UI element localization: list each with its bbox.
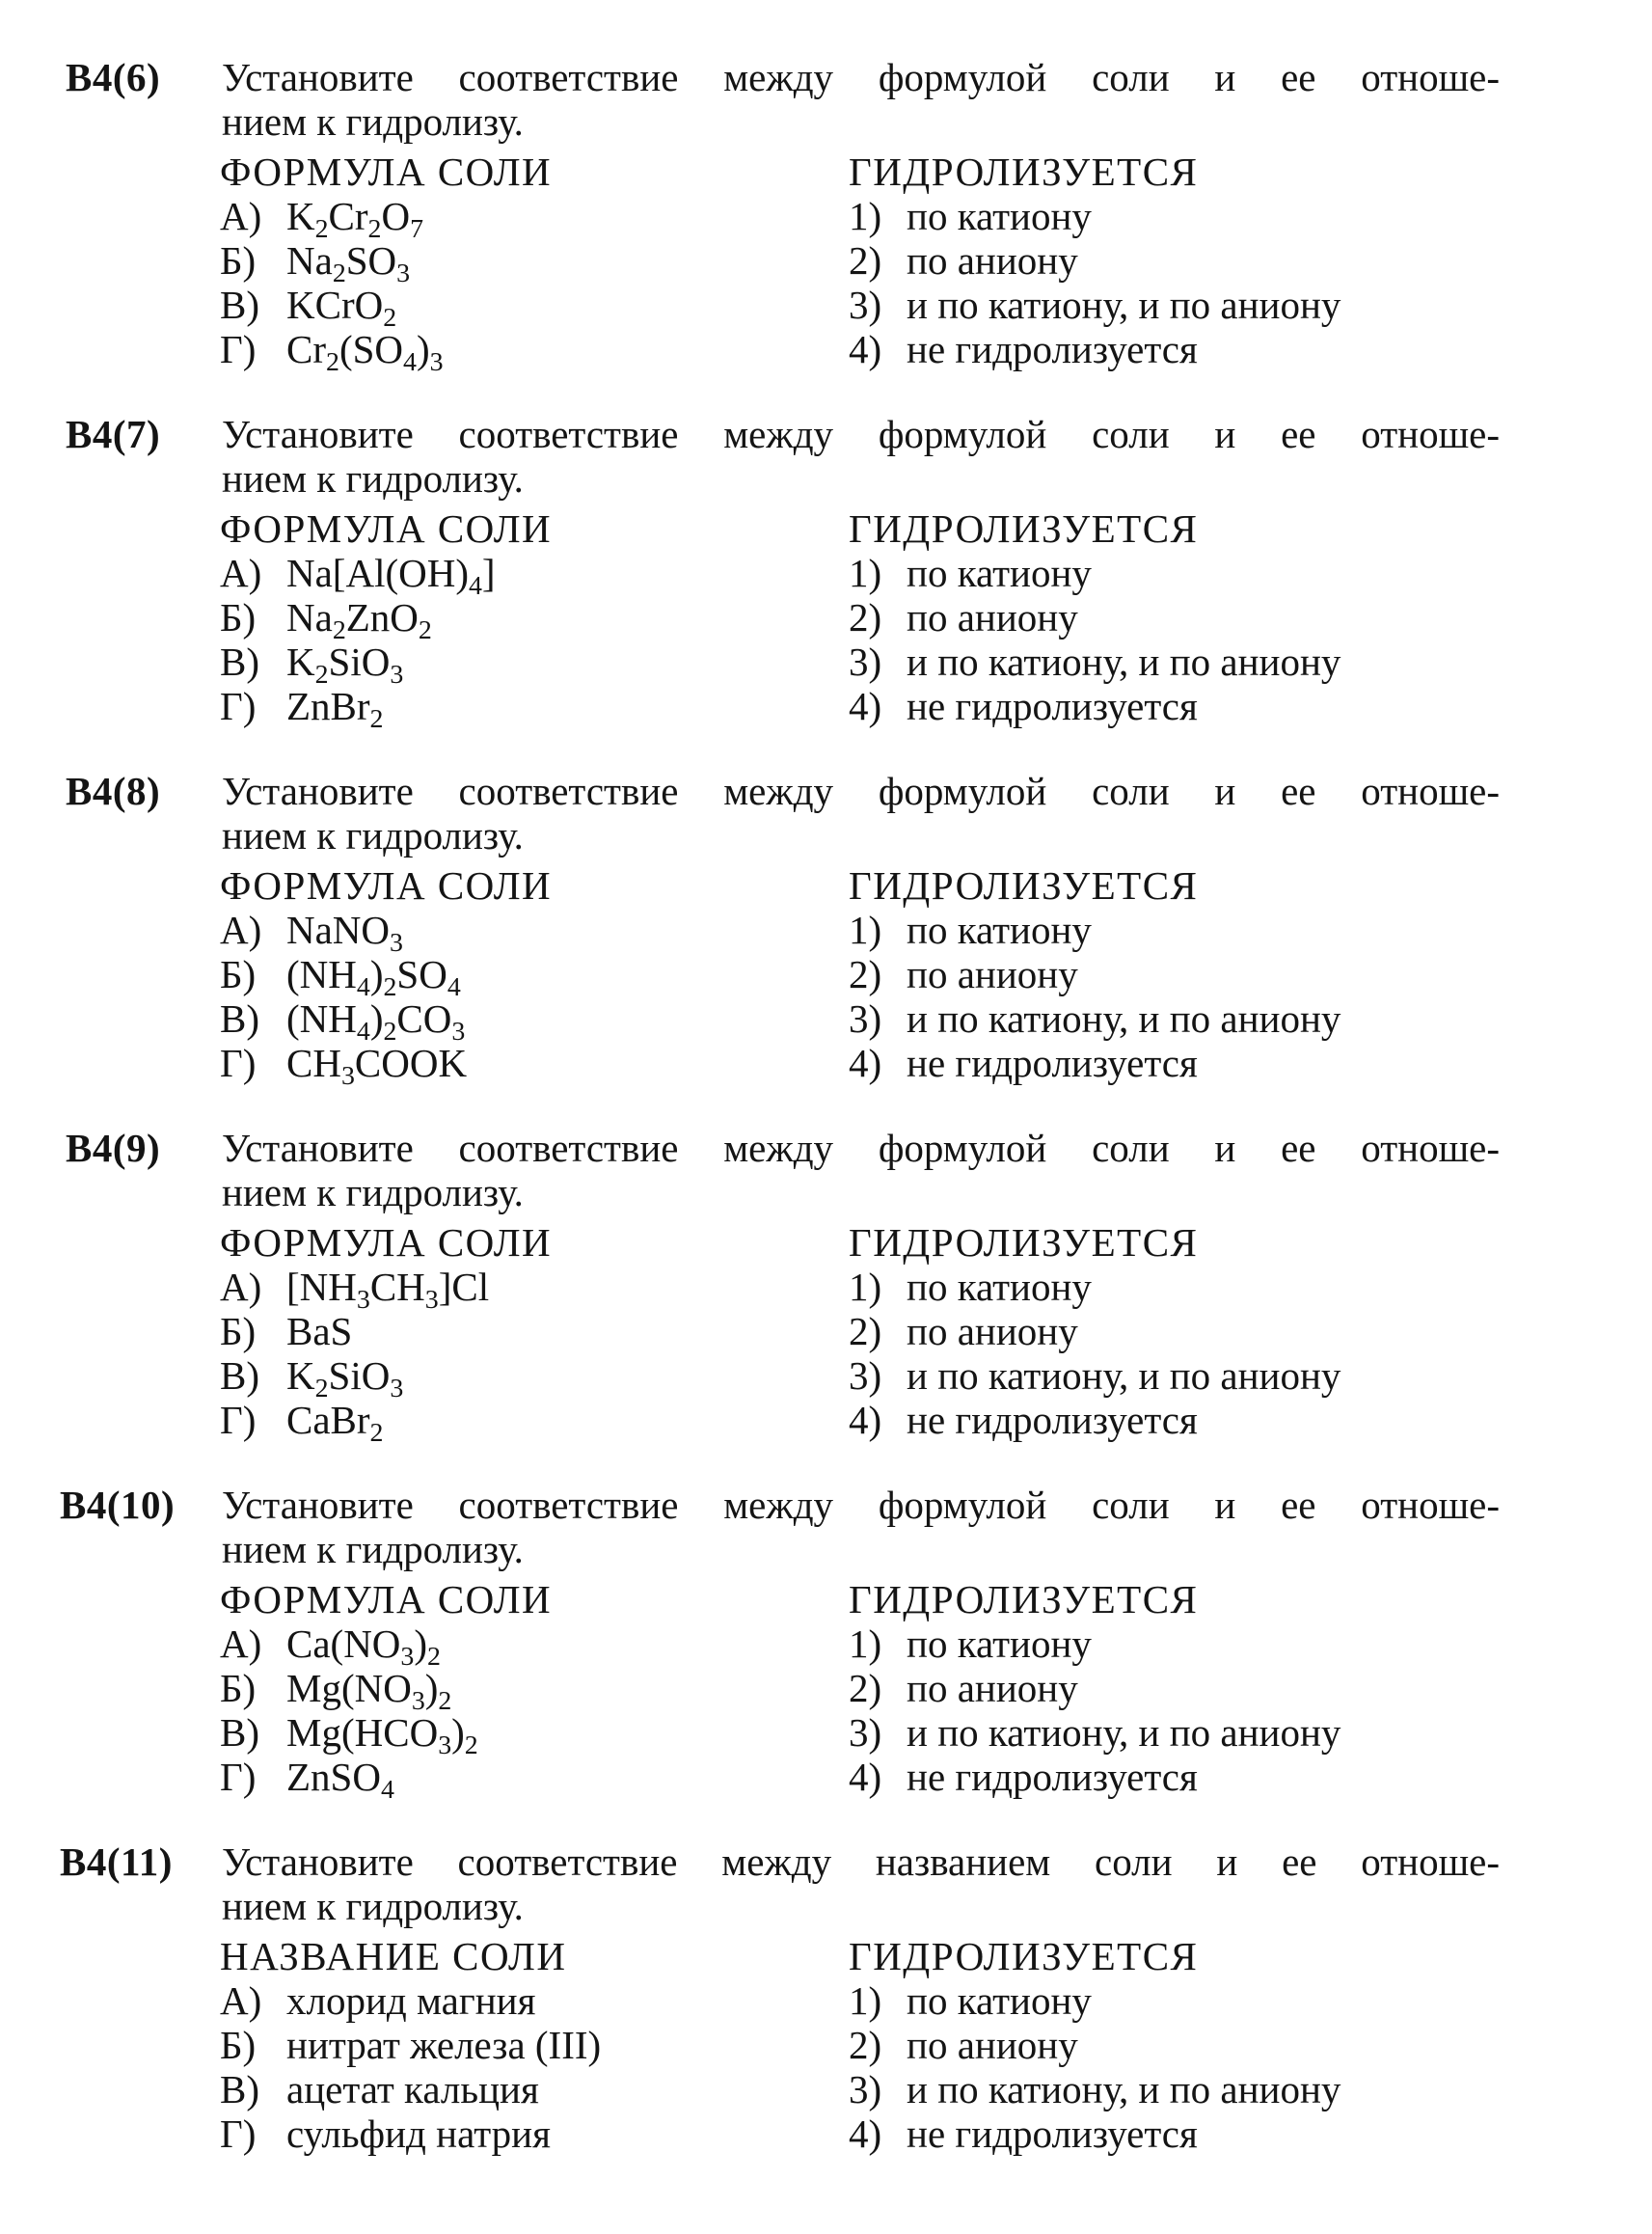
task-b4-7 xyxy=(0,412,1652,749)
question-line-1: Установите соответствие между названием соли и ее отноше- xyxy=(222,1839,1500,1884)
item-letter: В) xyxy=(220,2067,259,2111)
salt-formula: $CH_3COOK$ xyxy=(286,1041,468,1091)
question-line-1: Установите соответствие между формулой соли и ее отноше- xyxy=(222,769,1500,813)
salt-formula: $(NH_4)_2SO_4$ xyxy=(286,952,461,1002)
question-line-1: Установите соответствие между формулой соли и ее отноше- xyxy=(222,412,1500,456)
item-letter: В) xyxy=(220,1353,259,1398)
task-number: В4(10) xyxy=(60,1483,176,1527)
option-number: 3) xyxy=(849,996,882,1041)
salt-name: нитрат железа (III) xyxy=(286,2023,602,2067)
option-number: 4) xyxy=(849,1755,882,1799)
column-header-hydrolysis: ГИДРОЛИЗУЕТСЯ xyxy=(849,863,1199,908)
item-letter: Б) xyxy=(220,952,257,996)
question-line-2: нием к гидролизу. xyxy=(222,1170,524,1214)
column-header-name: НАЗВАНИЕ СОЛИ xyxy=(220,1934,567,1978)
option-text: и по катиону, и по аниону xyxy=(907,1353,1341,1398)
match-row xyxy=(0,283,1652,333)
task-b4-10 xyxy=(0,1483,1652,1820)
item-letter: А) xyxy=(220,194,262,238)
item-letter: А) xyxy=(220,1621,262,1666)
option-number: 2) xyxy=(849,2023,882,2067)
match-row xyxy=(0,684,1652,734)
salt-formula: $Na[Al(OH)_4]$ xyxy=(286,551,496,601)
option-number: 4) xyxy=(849,684,882,728)
item-letter: Г) xyxy=(220,684,257,728)
item-letter: А) xyxy=(220,1978,262,2023)
item-letter: А) xyxy=(220,1265,262,1309)
option-number: 3) xyxy=(849,283,882,327)
column-header-hydrolysis: ГИДРОЛИЗУЕТСЯ xyxy=(849,150,1199,194)
option-number: 4) xyxy=(849,1398,882,1442)
option-text: по катиону xyxy=(907,194,1092,238)
option-number: 4) xyxy=(849,1041,882,1085)
match-row xyxy=(0,2067,1652,2111)
question-line-2: нием к гидролизу. xyxy=(222,1527,524,1571)
question-line-2: нием к гидролизу. xyxy=(222,813,524,858)
item-letter: В) xyxy=(220,1710,259,1755)
item-letter: Б) xyxy=(220,238,257,283)
salt-formula: $K_2SiO_3$ xyxy=(286,640,404,690)
option-number: 1) xyxy=(849,1978,882,2023)
match-row xyxy=(0,1309,1652,1353)
option-text: по аниону xyxy=(907,952,1078,996)
option-text: не гидролизуется xyxy=(907,2111,1198,2156)
item-letter: Г) xyxy=(220,1398,257,1442)
option-text: не гидролизуется xyxy=(907,1398,1198,1442)
option-number: 2) xyxy=(849,1309,882,1353)
column-header-hydrolysis: ГИДРОЛИЗУЕТСЯ xyxy=(849,1220,1199,1265)
item-letter: Б) xyxy=(220,1666,257,1710)
column-header-formula: ФОРМУЛА СОЛИ xyxy=(220,150,553,194)
item-letter: Б) xyxy=(220,595,257,640)
option-text: по катиону xyxy=(907,1265,1092,1309)
item-letter: Г) xyxy=(220,327,257,371)
column-header-formula: ФОРМУЛА СОЛИ xyxy=(220,863,553,908)
option-text: и по катиону, и по аниону xyxy=(907,996,1341,1041)
option-number: 3) xyxy=(849,2067,882,2111)
task-b4-11 xyxy=(0,1839,1652,2177)
match-row xyxy=(0,2023,1652,2067)
option-text: по аниону xyxy=(907,1666,1078,1710)
match-row xyxy=(0,952,1652,1002)
task-b4-8 xyxy=(0,769,1652,1106)
task-number: В4(9) xyxy=(66,1126,161,1170)
task-number: В4(8) xyxy=(66,769,161,813)
column-header-formula: ФОРМУЛА СОЛИ xyxy=(220,1577,553,1621)
option-text: по катиону xyxy=(907,551,1092,595)
option-number: 1) xyxy=(849,908,882,952)
salt-name: сульфид натрия xyxy=(286,2111,551,2156)
salt-formula: CaBr$_2$ xyxy=(286,1398,384,1448)
question-line-2: нием к гидролизу. xyxy=(222,1884,524,1928)
salt-formula: $Na_2SO_3$ xyxy=(286,238,411,288)
item-letter: Г) xyxy=(220,1041,257,1085)
match-row xyxy=(0,194,1652,244)
salt-formula: $Mg(NO_3)_2$ xyxy=(286,1666,452,1716)
option-number: 2) xyxy=(849,595,882,640)
option-number: 2) xyxy=(849,1666,882,1710)
match-row xyxy=(0,1353,1652,1403)
salt-formula: ZnSO$_4$ xyxy=(286,1755,394,1805)
task-number: В4(11) xyxy=(60,1839,173,1884)
match-row xyxy=(0,1041,1652,1091)
salt-formula: $K_2Cr_2O_7$ xyxy=(286,194,424,244)
question-line-2: нием к гидролизу. xyxy=(222,99,524,144)
item-letter: В) xyxy=(220,996,259,1041)
option-text: и по катиону, и по аниону xyxy=(907,283,1341,327)
column-header-formula: ФОРМУЛА СОЛИ xyxy=(220,1220,553,1265)
option-text: по катиону xyxy=(907,1621,1092,1666)
option-text: и по катиону, и по аниону xyxy=(907,1710,1341,1755)
option-number: 1) xyxy=(849,194,882,238)
option-text: по аниону xyxy=(907,595,1078,640)
salt-formula: $Cr_2(SO_4)_3$ xyxy=(286,327,444,377)
item-letter: А) xyxy=(220,551,262,595)
item-letter: Г) xyxy=(220,1755,257,1799)
item-letter: В) xyxy=(220,283,259,327)
option-number: 2) xyxy=(849,952,882,996)
task-b4-6 xyxy=(0,55,1652,393)
option-text: не гидролизуется xyxy=(907,684,1198,728)
salt-formula: $K_2SiO_3$ xyxy=(286,1353,404,1403)
option-number: 1) xyxy=(849,1265,882,1309)
match-row xyxy=(0,595,1652,645)
option-text: по аниону xyxy=(907,1309,1078,1353)
column-header-hydrolysis: ГИДРОЛИЗУЕТСЯ xyxy=(849,506,1199,551)
match-row xyxy=(0,238,1652,288)
option-number: 4) xyxy=(849,327,882,371)
option-text: не гидролизуется xyxy=(907,327,1198,371)
salt-formula: KCrO$_2$ xyxy=(286,283,397,333)
match-row xyxy=(0,1666,1652,1716)
salt-formula: $Na_2ZnO_2$ xyxy=(286,595,432,645)
question-line-2: нием к гидролизу. xyxy=(222,456,524,501)
match-row xyxy=(0,996,1652,1047)
match-row xyxy=(0,327,1652,377)
salt-formula: NaNO$_3$ xyxy=(286,908,403,958)
match-row xyxy=(0,1621,1652,1672)
option-number: 4) xyxy=(849,2111,882,2156)
option-text: не гидролизуется xyxy=(907,1041,1198,1085)
salt-name: хлорид магния xyxy=(286,1978,536,2023)
option-number: 1) xyxy=(849,551,882,595)
item-letter: Б) xyxy=(220,2023,257,2067)
column-header-hydrolysis: ГИДРОЛИЗУЕТСЯ xyxy=(849,1934,1199,1978)
option-text: по катиону xyxy=(907,908,1092,952)
question-line-1: Установите соответствие между формулой соли и ее отноше- xyxy=(222,55,1500,99)
option-number: 3) xyxy=(849,1353,882,1398)
option-text: по катиону xyxy=(907,1978,1092,2023)
match-row xyxy=(0,1710,1652,1760)
column-header-formula: ФОРМУЛА СОЛИ xyxy=(220,506,553,551)
option-text: и по катиону, и по аниону xyxy=(907,2067,1341,2111)
option-number: 3) xyxy=(849,640,882,684)
salt-formula: $Mg(HCO_3)_2$ xyxy=(286,1710,478,1760)
item-letter: Г) xyxy=(220,2111,257,2156)
option-text: и по катиону, и по аниону xyxy=(907,640,1341,684)
match-row xyxy=(0,551,1652,601)
match-row xyxy=(0,1265,1652,1315)
match-row xyxy=(0,2111,1652,2156)
salt-formula: $(NH_4)_2CO_3$ xyxy=(286,996,466,1047)
option-text: не гидролизуется xyxy=(907,1755,1198,1799)
column-header-hydrolysis: ГИДРОЛИЗУЕТСЯ xyxy=(849,1577,1199,1621)
salt-formula: BaS xyxy=(286,1309,353,1353)
match-row xyxy=(0,908,1652,958)
match-row xyxy=(0,640,1652,690)
option-number: 2) xyxy=(849,238,882,283)
item-letter: В) xyxy=(220,640,259,684)
item-letter: А) xyxy=(220,908,262,952)
option-number: 3) xyxy=(849,1710,882,1755)
question-line-1: Установите соответствие между формулой соли и ее отноше- xyxy=(222,1126,1500,1170)
item-letter: Б) xyxy=(220,1309,257,1353)
question-line-1: Установите соответствие между формулой соли и ее отноше- xyxy=(222,1483,1500,1527)
option-number: 1) xyxy=(849,1621,882,1666)
salt-formula: $[NH_3CH_3]Cl$ xyxy=(286,1265,490,1315)
match-row xyxy=(0,1978,1652,2023)
task-number: В4(6) xyxy=(66,55,161,99)
salt-formula: $Ca(NO_3)_2$ xyxy=(286,1621,441,1672)
option-text: по аниону xyxy=(907,238,1078,283)
salt-formula: ZnBr$_2$ xyxy=(286,684,384,734)
match-row xyxy=(0,1398,1652,1448)
option-text: по аниону xyxy=(907,2023,1078,2067)
salt-name: ацетат кальция xyxy=(286,2067,539,2111)
task-number: В4(7) xyxy=(66,412,161,456)
task-b4-9 xyxy=(0,1126,1652,1463)
match-row xyxy=(0,1755,1652,1805)
